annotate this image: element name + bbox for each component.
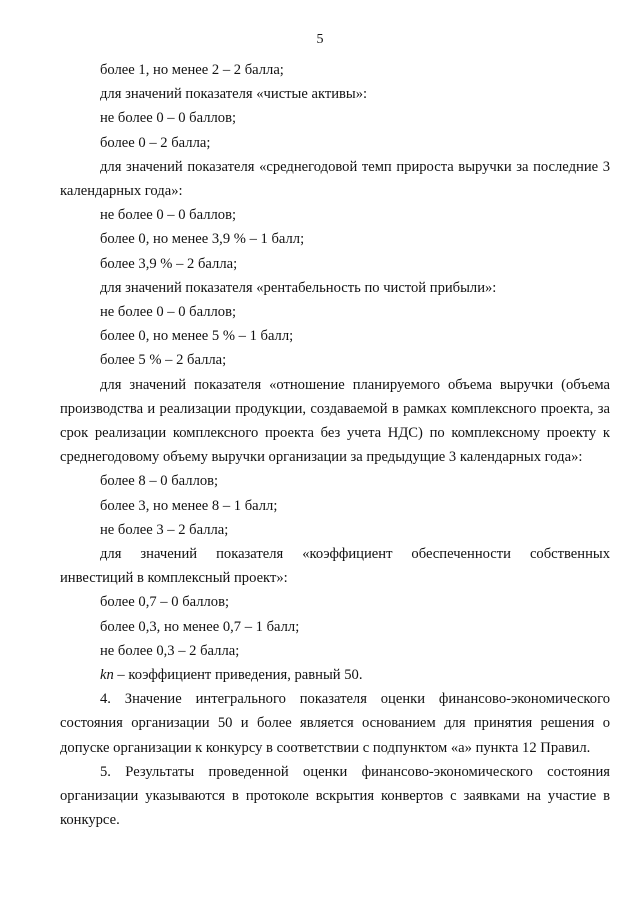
paragraph-17: для значений показателя «коэффициент обеспеченности собственных инвестиций в комплексный проект»:: [60, 546, 610, 587]
paragraph-15: более 3, но менее 8 – 1 балл;: [100, 497, 278, 514]
paragraph-7: более 0, но менее 3,9 % – 1 балл;: [100, 231, 305, 248]
coefficient-text: – коэффициент приведения, равный 50.: [113, 667, 363, 684]
paragraph-21: [60, 663, 610, 687]
paragraph-12: более 5 % – 2 балла;: [100, 352, 227, 369]
paragraph-8: более 3,9 % – 2 балла;: [100, 255, 238, 272]
paragraph-20: не более 0,3 – 2 балла;: [100, 642, 240, 659]
paragraph-3: не более 0 – 0 баллов;: [100, 110, 237, 127]
paragraph-11: более 0, но менее 5 % – 1 балл;: [100, 328, 294, 345]
page-number: 5: [316, 32, 324, 47]
paragraph-14: более 8 – 0 баллов;: [100, 473, 219, 490]
paragraph-13: для значений показателя «отношение планируемого объема выручки (объема производства и реализации продукции, создаваемой в рамках комплексного проекта, за срок реализации комплексного проекта без учета НДС) по комплексному проекту к среднегодовому объему выручки организации за предыдущие 3 календарных года»:: [60, 376, 610, 466]
paragraph-10: не более 0 – 0 баллов;: [100, 304, 237, 321]
paragraph-19: более 0,3, но менее 0,7 – 1 балл;: [100, 618, 300, 635]
paragraph-1: более 1, но менее 2 – 2 балла;: [100, 62, 284, 78]
paragraph-9: для значений показателя «рентабельность по чистой прибыли»:: [100, 279, 497, 296]
paragraph-6: не более 0 – 0 баллов;: [100, 207, 237, 224]
paragraph-5: для значений показателя «среднегодовой темп прироста выручки за последние 3 календарных года»:: [60, 158, 610, 200]
paragraph-18: более 0,7 – 0 баллов;: [100, 594, 230, 611]
paragraph-4: более 0 – 2 балла;: [100, 134, 211, 151]
paragraph-2: для значений показателя «чистые активы»:: [100, 86, 368, 103]
paragraph-16: не более 3 – 2 балла;: [100, 521, 229, 538]
paragraph-22: 4. Значение интегрального показателя оценки финансово-экономического состояния организации 50 и более является основанием для принятия решения о допуске организации к конкурсу в соответствии с подпунктом «а» пункта 12 Правил.: [60, 691, 610, 756]
document-body: [60, 58, 610, 833]
paragraph-23: 5. Результаты проведенной оценки финансово-экономического состояния организации указываются в протоколе вскрытия конвертов с заявками на участие в конкурсе.: [60, 763, 610, 829]
coefficient-symbol: kп: [100, 667, 114, 684]
